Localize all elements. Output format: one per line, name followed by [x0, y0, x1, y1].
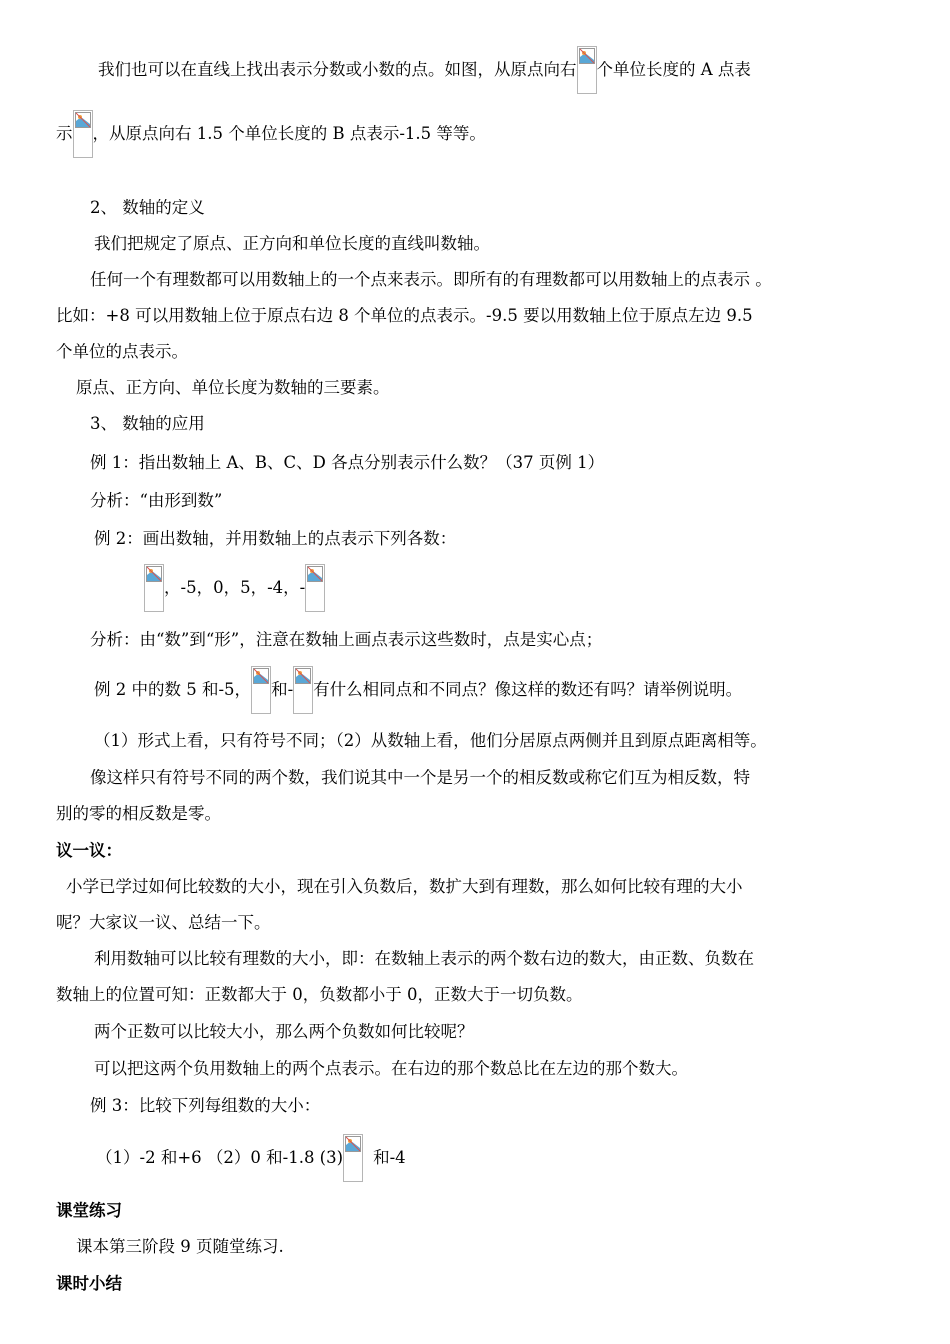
opposite-number-question: [94, 666, 742, 714]
discuss-heading: 议一议：: [56, 841, 122, 860]
example-3-items: [96, 1134, 406, 1182]
text: （1）-2 和+6 （2）0 和-1.8 (3): [96, 1148, 344, 1167]
text: 个单位长度的 A 点表: [596, 60, 751, 79]
text: 有什么相同点和不同点？像这样的数还有吗？请举例说明。: [313, 680, 743, 699]
text: 和-4: [373, 1148, 406, 1167]
number-line-definition: 我们把规定了原点、正方向和单位长度的直线叫数轴。: [94, 234, 490, 253]
broken-image-icon: [305, 564, 325, 612]
section-2-title: 2、 数轴的定义: [90, 198, 205, 217]
text: ，从原点向右 1.5 个单位长度的 B 点表示-1.5 等等。: [92, 124, 486, 143]
paragraph-line: 任何一个有理数都可以用数轴上的一个点来表示。即所有的有理数都可以用数轴上的点表示 。: [90, 270, 772, 289]
text: 我们也可以在直线上找出表示分数或小数的点。如图，从原点向右: [98, 60, 577, 79]
broken-image-icon: [577, 46, 597, 94]
text: 示: [56, 124, 73, 143]
opposite-definition-cont: 别的零的相反数是零。: [56, 804, 221, 823]
example-2-analysis: 分析：由“数”到“形”，注意在数轴上画点表示这些数时，点是实心点；: [90, 630, 603, 649]
paragraph-line: 呢？大家议一议、总结一下。: [56, 913, 271, 932]
practice-heading: 课堂练习: [56, 1201, 122, 1220]
question-answer: （1）形式上看，只有符号不同；（2）从数轴上看，他们分居原点两侧并且到原点距离相等。: [94, 731, 767, 750]
practice-text: 课本第三阶段 9 页随堂练习.: [76, 1237, 284, 1256]
section-3-title: 3、 数轴的应用: [90, 414, 205, 433]
broken-image-icon: [343, 1134, 363, 1182]
paragraph-line: 数轴上的位置可知：正数都大于 0，负数都小于 0，正数大于一切负数。: [56, 985, 583, 1004]
paragraph-fraction-points: [98, 46, 751, 94]
broken-image-icon: [73, 110, 93, 158]
example-1-analysis: 分析：“由形到数”: [90, 491, 223, 510]
text: 例 2 中的数 5 和-5，: [94, 680, 252, 699]
broken-image-icon: [144, 564, 164, 612]
opposite-definition: 像这样只有符号不同的两个数，我们说其中一个是另一个的相反数或称它们互为相反数，特: [90, 768, 750, 787]
example-1: 例 1：指出数轴上 A、B、C、D 各点分别表示什么数？（37 页例 1）: [90, 453, 605, 472]
paragraph-line: 个单位的点表示。: [56, 342, 188, 361]
paragraph-line: 可以把这两个负用数轴上的两个点表示。在右边的那个数总比在左边的那个数大。: [94, 1059, 688, 1078]
three-elements: 原点、正方向、单位长度为数轴的三要素。: [76, 378, 390, 397]
broken-image-icon: [293, 666, 313, 714]
example-2: 例 2：画出数轴，并用数轴上的点表示下列各数：: [94, 529, 457, 548]
paragraph-line: 利用数轴可以比较有理数的大小，即：在数轴上表示的两个数右边的数大，由正数、负数在: [94, 949, 754, 968]
paragraph-line: 比如：+8 可以用数轴上位于原点右边 8 个单位的点表示。-9.5 要以用数轴上位于原点左边 9.5: [56, 306, 753, 325]
broken-image-icon: [251, 666, 271, 714]
text: 和-: [271, 680, 294, 699]
text: ，-5，0，5，-4，-: [164, 578, 306, 597]
paragraph-line: 两个正数可以比较大小，那么两个负数如何比较呢？: [94, 1022, 474, 1041]
example-2-numbers: [144, 564, 325, 612]
summary-heading: 课时小结: [56, 1274, 122, 1293]
paragraph-point-b: [56, 110, 486, 158]
paragraph-line: 小学已学过如何比较数的大小，现在引入负数后，数扩大到有理数，那么如何比较有理的大小: [66, 877, 743, 896]
example-3: 例 3：比较下列每组数的大小：: [90, 1096, 321, 1115]
